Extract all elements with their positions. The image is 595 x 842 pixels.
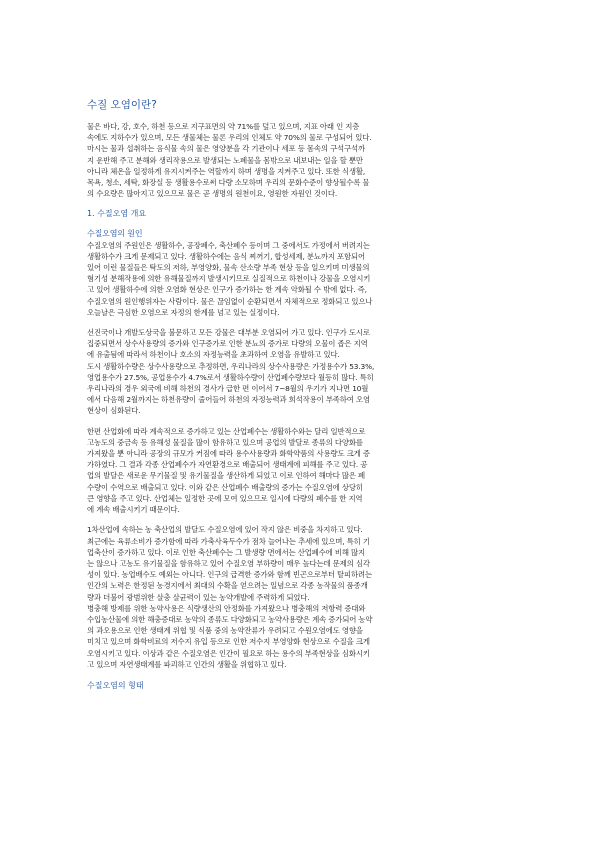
text-line: 량과 더불어 광범위한 살충 살균력이 있는 농약개발에 주력하게 되었다. xyxy=(87,592,310,602)
text-line: 있어 이런 물질들은 탁도의 저하, 부영양화, 물속 산소량 부족 현상 등을 일으키며 미생물의 xyxy=(87,263,370,273)
text-line: 1차산업에 속하는 농 축산업의 발달도 수질오염에 있어 작지 않은 비중을 차지하고 있다. xyxy=(87,525,363,535)
text-line: 수질오염의 원인행위자는 사람이다. 물은 끊임없이 순환되면서 자체적으로 정화되고 있으나 xyxy=(87,296,373,306)
text-line: 에 유출됨에 따라서 하천이나 호소의 자정능력을 초과하여 오염을 유발하고 있다. xyxy=(87,350,340,360)
text-line: 집중되면서 상수사용량의 증가와 인구증가로 인한 분뇨의 증가로 다량의 오물이 좁은 지역 xyxy=(87,339,368,349)
text-line: 병충해 방제를 위한 농약사용은 식량생산의 안정화를 가져왔으나 병충해의 저항력 증대와 xyxy=(87,603,366,613)
text-line: 혐기성 분해작용에 의한 유해물질까지 발생시키므로 실질적으로 하천이나 강물을 오염시키 xyxy=(87,274,371,284)
text-line: 수입농산물에 의한 해충증대로 농약의 종류도 다양화되고 농약사용량은 계속 증가되어 농약 xyxy=(87,614,373,624)
text-line: 큰 영향을 주고 있다. 산업체는 일정한 곳에 모여 있으므로 일시에 다량의 폐수를 한 지역 xyxy=(87,493,363,503)
text-line: 는 않으나 고농도 유기물질을 함유하고 있어 수질오염 부하량이 매우 높다는데 문제의 심각 xyxy=(87,558,370,568)
text-line: 지 운반해 주고 분해와 생리작용으로 발생되는 노폐물을 몸밖으로 내보내는 일을 할 뿐만 xyxy=(87,155,363,165)
subheading-causes: 수질오염의 원인 xyxy=(87,229,143,239)
text-line: 아니라 체온을 일정하게 유지시켜주는 역할까지 하며 생명을 지켜주고 있다. 또한 식생활, xyxy=(87,166,366,176)
text-line: 의 수요량은 많아지고 있으므로 물은 곧 생명의 원천이요, 영원한 자원인 것이다. xyxy=(87,189,338,199)
text-line: 에서 다음해 2월까지는 하천유량이 줄어들어 하천의 자정능력과 희석작용이 부족하여 오염 xyxy=(87,395,370,405)
text-line: 오늘날은 극심한 오염으로 자정의 한계를 넘고 있는 실정이다. xyxy=(87,307,280,317)
causes-paragraph xyxy=(87,228,519,318)
text-line: 물은 바다, 강, 호수, 하천 등으로 지구표면의 약 71%를 덮고 있으며, 지표 아래 인 지층 xyxy=(87,122,360,131)
text-line: 가져왔을 뿐 아니라 공장의 규모가 커짐에 따라 용수사용량과 화학약품의 사용량도 크게 증 xyxy=(87,449,370,459)
text-line: 한편 산업화에 따라 계속적으로 증가하고 있는 산업폐수는 생활하수와는 달리 일반적으로 xyxy=(87,426,366,436)
page-title: 수질 오염이란? xyxy=(87,99,157,111)
text-line: 에 계속 배출시키기 때문이다. xyxy=(87,505,180,515)
text-line: 도시 생활하수량은 상수사용량으로 추정하면, 우리나라의 상수사용량은 가정용수가 53.3%, xyxy=(87,361,375,371)
text-line: 마시는 물과 섭취하는 음식물 속의 물은 영양분을 각 기관이나 세포 등 몸속의 구석구석까 xyxy=(87,144,366,154)
text-line: 가하였다. 그 결과 각종 산업폐수가 자연환경으로 배출되어 생태계에 피해를 주고 있다. 공 xyxy=(87,460,368,470)
document-page xyxy=(87,98,519,700)
text-line: 목욕, 청소, 세탁, 화장실 등 생활용수로써 다량 소모하며 우리의 문화수준이 향상될수록 물 xyxy=(87,178,370,188)
text-line: 생활하수가 크게 문제되고 있다. 생활하수에는 음식 찌꺼기, 합성세제, 분뇨까지 포함되어 xyxy=(87,251,366,261)
text-line: 성이 있다. 농업배수도 예외는 아니다. 인구의 급격한 증가와 함께 빈곤으로부터 탈피하려는 xyxy=(87,570,373,580)
text-line: 우리나라의 경우 외국에 비해 하천의 경사가 급한 편 이어서 7~8월의 우기가 지나면 10월 xyxy=(87,384,369,394)
causes-body xyxy=(87,240,519,318)
section-heading-types: 수질오염의 형태 xyxy=(87,680,144,690)
text-line: 인간의 노력은 한정된 농경지에서 최대의 수확을 얻으려는 일념으로 각종 농작물의 품종개 xyxy=(87,581,368,591)
text-line: 선진국이나 개발도상국을 불문하고 모든 강물은 대부분 오염되어 가고 있다. 인구가 도시로 xyxy=(87,328,370,338)
section-heading-overview: 1. 수질오염 개요 xyxy=(87,209,147,219)
text-line: 현상이 심화된다. xyxy=(87,406,141,416)
text-line: 고 있어 생활하수에 의한 오염화 현상은 인구가 증가하는 한 계속 악화될 수 밖에 없다. 즉, xyxy=(87,285,367,295)
text-line: 오염시키고 있다. 이상과 같은 수질오염은 인간이 필요로 하는 용수의 부족현상을 심화시키 xyxy=(87,648,370,658)
text-line: 업축산이 증가하고 있다. 이로 인한 축산폐수는 그 발생량 면에서는 산업폐수에 비해 많지 xyxy=(87,547,366,557)
text-line: 의 과오용으로 인한 생태계 위협 및 식품 중의 농약잔류가 우려되고 수원오염에도 영향을 xyxy=(87,626,363,636)
text-line: 고 있으며 자연생태계를 파괴하고 인간의 생활을 위협하고 있다. xyxy=(87,659,287,669)
text-line: 수질오염의 주원인은 생활하수, 공장폐수, 축산폐수 등이며 그 중에서도 가정에서 버려지는 xyxy=(87,240,370,250)
text-line: 수량이 수역으로 배출되고 있다. 이와 같은 산업폐수 배출량의 증가는 수질오염에 상당히 xyxy=(87,482,363,492)
text-line: 업의 발달은 새로운 무기물질 및 유기물질을 생산하게 되었고 이로 인하여 해마다 많은 폐 xyxy=(87,471,366,481)
text-line: 미치고 있으며 화학비료의 저수지 유입 등으로 인한 저수지 부영양화 현상으로 수질을 크게 xyxy=(87,637,370,647)
intro-paragraph xyxy=(87,121,519,199)
text-line: 고농도의 중금속 등 유해성 물질을 많이 함유하고 있으며 공업의 발달로 종류의 다양화를 xyxy=(87,437,363,447)
text-line: 영업용수가 27.5%, 공업용수가 4.7%로서 생활하수량이 산업폐수량보다 월등히 많다. 특히 xyxy=(87,372,374,382)
text-line: 최근에는 육류소비가 증가함에 따라 가축사육두수가 점차 늘어나는 추세에 있으며, 특히 기 xyxy=(87,536,370,546)
agriculture-paragraph xyxy=(87,524,519,670)
text-line: 속에도 지하수가 있으며, 모든 생물체는 물론 우리의 인체도 약 70%의 물로 구성되어 있다. xyxy=(87,133,372,143)
industrial-wastewater-paragraph xyxy=(87,426,519,516)
urban-sewage-paragraph xyxy=(87,327,519,417)
